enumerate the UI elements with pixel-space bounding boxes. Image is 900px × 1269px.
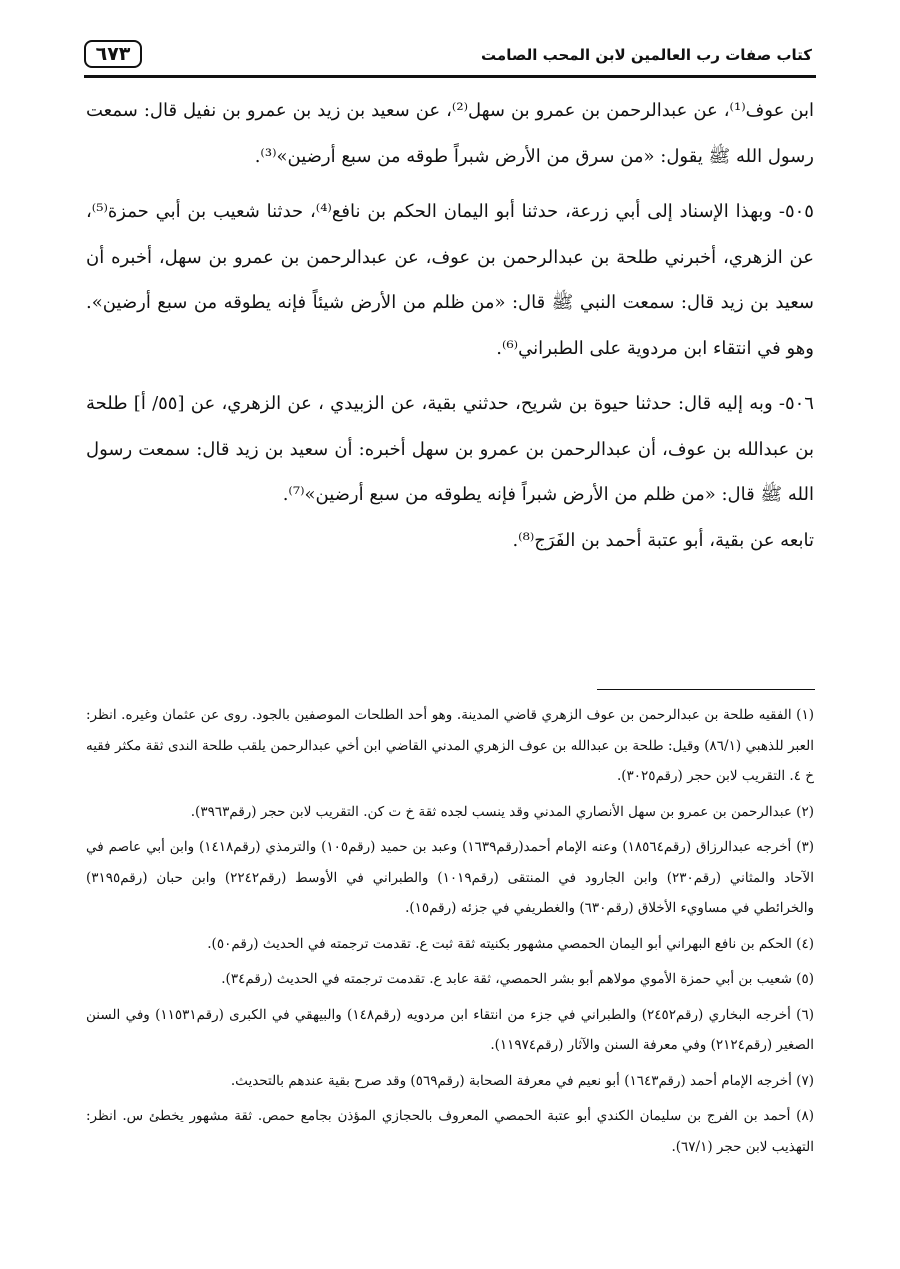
page-number: ٦٧٣ (84, 40, 142, 68)
footnote-8: (٨) أحمد بن الفرج بن سليمان الكندي أبو عتبة الحمصي المعروف بالحجازي المؤذن بجامع حمص. ثقة مشهور يخطئ س. انظر: التهذيب لابن حجر (٦٧/١). (86, 1108, 814, 1155)
hadith-505: ٥٠٥- وبهذا الإسناد إلى أبي زرعة، حدثنا أبو اليمان الحكم بن نافع⁽⁴⁾، حدثنا شعيب بن أبي حمزة⁽⁵⁾، عن الزهري، أخبرني طلحة بن عبدالرحمن بن عوف، عن عبدالرحمن بن عمرو بن سهل، أخبره أن سعيد بن زيد قال: سمعت النبي ﷺ قال: «من ظلم من الأرض شيئاً فإنه يطوقه من سبع أرضين». وهو في انتقاء ابن مردوية على الطبراني⁽⁶⁾. (86, 201, 815, 359)
footnote-7: (٧) أخرجه الإمام أحمد (رقم١٦٤٣) أبو نعيم في معرفة الصحابة (رقم٥٦٩) وقد صرح بقية عندهم بالتحديث. (230, 1072, 814, 1089)
header-rule (84, 75, 816, 78)
body-text (86, 88, 814, 563)
page-header (84, 38, 816, 74)
running-title: كتاب صفات رب العالمين لابن المحب الصامت (481, 46, 812, 64)
follow-up-line: تابعه عن بقية، أبو عتبة أحمد بن الفَرَج⁽⁸⁾. (512, 529, 814, 551)
paragraph-continuation: ابن عوف⁽¹⁾، عن عبدالرحمن بن عمرو بن سهل⁽²⁾، عن سعيد بن زيد بن عمرو بن نفيل قال: سمعت رسول الله ﷺ يقول: «من سرق من الأرض شبراً طوقه من سبع أرضين»⁽³⁾. (86, 100, 814, 167)
footnote-6: (٦) أخرجه البخاري (رقم٢٤٥٢) والطبراني في جزء من انتقاء ابن مردويه (رقم١٤٨) والبيهقي في الكبرى (رقم١١٥٣١) وفي السنن الصغير (رقم٢١٢٤) وفي معرفة السنن والآثار (رقم١١٩٧٤). (86, 1006, 814, 1053)
footnote-1: (١) الفقيه طلحة بن عبدالرحمن بن عوف الزهري قاضي المدينة. وهو أحد الطلحات الموصفين بالجود. روى عن عثمان وغيره. انظر: العبر للذهبي (٨٦/١) وقيل: طلحة بن عبدالله بن عوف الزهري المدني القاضي ابن أخي عبدالرحمن يلقب طلحة الندى ثقة مكثر فقيه خ ٤. التقريب لابن حجر (رقم٣٠٢٥). (86, 707, 814, 784)
footnote-3: (٣) أخرجه عبدالرزاق (رقم١٨٥٦٤) وعنه الإمام أحمد(رقم١٦٣٩) وعبد بن حميد (رقم١٠٥) والترمذي (رقم١٤١٨) وابن أبي عاصم في الآحاد والمثاني (رقم٢٣٠) وابن الجارود في المنتقى (رقم١٠١٩) والطبراني في الأوسط (رقم٢٢٤٢) وابن حبان (رقم٣١٩٥) والخرائطي في مساويء الأخلاق (رقم٦٣٠) والغطريفي في جزئه (رقم١٥). (86, 839, 815, 916)
footnote-separator (597, 689, 815, 690)
hadith-506: ٥٠٦- وبه إليه قال: حدثنا حيوة بن شريح، حدثني بقية، عن الزبيدي ، عن الزهري، عن [٥٥/ أ] طلحة بن عبدالله بن عوف، أن عبدالرحمن بن عمرو بن سهل أخبره: أن سعيد بن زيد قال: سمعت رسول الله ﷺ قال: «من ظلم من الأرض شبراً فإنه يطوقه من سبع أرضين»⁽⁷⁾. (86, 393, 814, 505)
footnotes (86, 700, 814, 1162)
footnote-4: (٤) الحكم بن نافع البهراني أبو اليمان الحمصي مشهور بكنيته ثقة ثبت ع. تقدمت ترجمته في الحديث (رقم٥٠). (207, 935, 814, 952)
footnote-5: (٥) شعيب بن أبي حمزة الأموي مولاهم أبو بشر الحمصي، ثقة عابد ع. تقدمت ترجمته في الحديث (رقم٣٤). (221, 971, 814, 987)
footnote-2: (٢) عبدالرحمن بن عمرو بن سهل الأنصاري المدني وقد ينسب لجده ثقة خ ت كن. التقريب لابن حجر (رقم٣٩٦٣). (190, 803, 814, 820)
